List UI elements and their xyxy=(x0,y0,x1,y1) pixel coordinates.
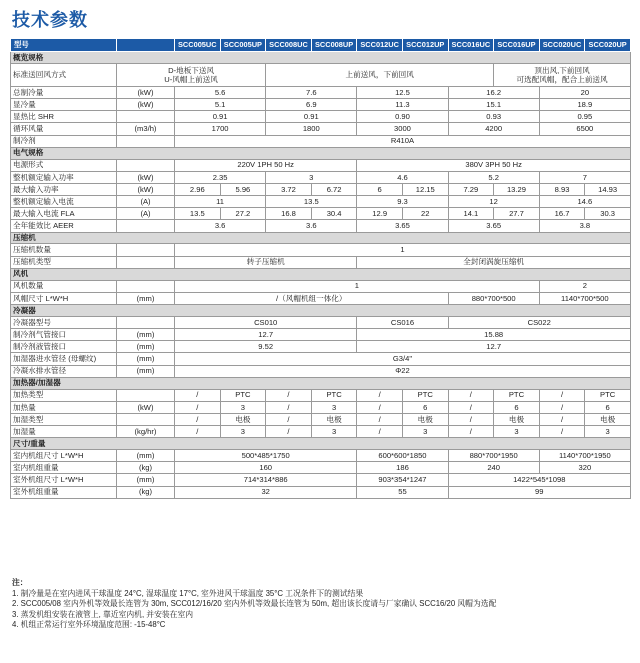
row-label: 压缩机数量 xyxy=(11,244,117,256)
section-condenser xyxy=(11,305,631,317)
cell: / xyxy=(266,389,312,401)
row-label: 加湿类型 xyxy=(11,413,117,425)
row-label: 室外机组重量 xyxy=(11,486,117,498)
section-compressor xyxy=(11,232,631,244)
row-unit xyxy=(117,413,175,425)
row-unit xyxy=(117,159,175,171)
section-heater-humidifier xyxy=(11,377,631,389)
row-label: 制冷剂液管接口 xyxy=(11,341,117,353)
cell: / xyxy=(539,426,585,438)
cell: 99 xyxy=(448,486,630,498)
row-label: 最大输入功率 xyxy=(11,183,117,195)
row-label: 显热比 SHR xyxy=(11,111,117,123)
cell: 15.88 xyxy=(357,328,631,340)
cell: G3/4" xyxy=(175,353,631,365)
row-unit: (mm) xyxy=(117,450,175,462)
model-header: SCC005UP xyxy=(220,39,266,52)
cell: 12.15 xyxy=(402,183,448,195)
cell: 2 xyxy=(539,280,630,292)
row-gas-pipe xyxy=(11,328,631,340)
row-unit xyxy=(117,256,175,268)
row-outdoor-weight xyxy=(11,486,631,498)
cell: / xyxy=(357,389,403,401)
row-label: 加湿器进水管径 (母螺纹) xyxy=(11,353,117,365)
note-item: 3. 蒸发机组安装在液管上, 靠近室内机, 并安装在室内 xyxy=(12,609,194,619)
cell: 电极 xyxy=(220,413,266,425)
cell: / xyxy=(175,401,221,413)
cell: 全封闭涡旋压缩机 xyxy=(357,256,631,268)
cell: 1422*545*1098 xyxy=(448,474,630,486)
cell: 0.90 xyxy=(357,111,448,123)
section-overview xyxy=(11,52,631,64)
cell: PTC xyxy=(402,389,448,401)
row-airflow-volume xyxy=(11,123,631,135)
cell: 3.6 xyxy=(266,220,357,232)
row-label: 冷凝器型号 xyxy=(11,316,117,328)
cell: 3000 xyxy=(357,123,448,135)
row-unit: (kW) xyxy=(117,98,175,110)
model-header: SCC016UP xyxy=(494,39,540,52)
row-label: 最大输入电流 FLA xyxy=(11,208,117,220)
row-unit: (kW) xyxy=(117,183,175,195)
section-title: 压缩机 xyxy=(11,232,631,244)
note-item: 2. SCC005/08 室内外机等效最长连管为 30m, SCC012/16/20 室内外机等效最长连管为 50m, 超出该长度请与厂家确认 SCC16/20 风帽为选配 xyxy=(12,599,497,609)
cell: /（风帽机组一体化） xyxy=(175,292,449,304)
row-label: 总制冷量 xyxy=(11,86,117,98)
row-label: 风机数量 xyxy=(11,280,117,292)
cell: 27.7 xyxy=(494,208,540,220)
cell: / xyxy=(539,413,585,425)
row-humidifier-inlet xyxy=(11,353,631,365)
cell: 32 xyxy=(175,486,357,498)
cell: PTC xyxy=(585,389,631,401)
cell: / xyxy=(539,389,585,401)
cell: 14.93 xyxy=(585,183,631,195)
cell: 12.9 xyxy=(357,208,403,220)
cell: 600*600*1850 xyxy=(357,450,448,462)
cell: 3 xyxy=(494,426,540,438)
cell: 3 xyxy=(220,426,266,438)
page-title: 技术参数 xyxy=(12,10,88,30)
cell: / xyxy=(448,413,494,425)
notes xyxy=(12,578,622,631)
cell: 186 xyxy=(357,462,448,474)
header-row xyxy=(11,39,631,52)
row-refrigerant xyxy=(11,135,631,147)
cell: PTC xyxy=(220,389,266,401)
cell: 1800 xyxy=(266,123,357,135)
cell: 1700 xyxy=(175,123,266,135)
cell: / xyxy=(357,413,403,425)
cell: 16.7 xyxy=(539,208,585,220)
cell: 30.3 xyxy=(585,208,631,220)
header-label: 型号 xyxy=(11,39,117,52)
row-drain xyxy=(11,365,631,377)
section-title: 概览规格 xyxy=(11,52,631,64)
row-unit: (mm) xyxy=(117,341,175,353)
row-hood-size xyxy=(11,292,631,304)
cell: 55 xyxy=(357,486,448,498)
row-airflow xyxy=(11,63,631,86)
cell: 3.8 xyxy=(539,220,630,232)
cell: 1140*700*1950 xyxy=(539,450,630,462)
cell: 714*314*886 xyxy=(175,474,357,486)
row-label: 室内机组尺寸 L*W*H xyxy=(11,450,117,462)
model-header: SCC020UP xyxy=(585,39,631,52)
cell: 1140*700*500 xyxy=(539,292,630,304)
row-compressor-qty xyxy=(11,244,631,256)
cell: 0.91 xyxy=(175,111,266,123)
cell-line: 可选配风帽，配合上前送风 xyxy=(516,74,608,84)
cell: Φ22 xyxy=(175,365,631,377)
cell: 160 xyxy=(175,462,357,474)
cell: 12.7 xyxy=(357,341,631,353)
row-condenser-model xyxy=(11,316,631,328)
cell: 13.5 xyxy=(266,196,357,208)
row-label: 加湿量 xyxy=(11,426,117,438)
section-dimensions xyxy=(11,438,631,450)
cell: 27.2 xyxy=(220,208,266,220)
cell: 3 xyxy=(402,426,448,438)
cell: / xyxy=(175,413,221,425)
cell: 12.5 xyxy=(357,86,448,98)
cell: 电极 xyxy=(585,413,631,425)
cell: 6500 xyxy=(539,123,630,135)
row-indoor-size xyxy=(11,450,631,462)
cell: 6.72 xyxy=(311,183,357,195)
cell: 240 xyxy=(448,462,539,474)
cell: 7 xyxy=(539,171,630,183)
spec-table xyxy=(10,38,631,499)
cell: / xyxy=(448,401,494,413)
row-unit xyxy=(117,389,175,401)
header-unit xyxy=(117,39,175,52)
cell: 6 xyxy=(494,401,540,413)
model-header: SCC008UP xyxy=(311,39,357,52)
cell: / xyxy=(448,389,494,401)
cell: 3 xyxy=(266,171,357,183)
cell: 转子压缩机 xyxy=(175,256,357,268)
cell: / xyxy=(357,426,403,438)
cell: 20 xyxy=(539,86,630,98)
section-title: 冷凝器 xyxy=(11,305,631,317)
cell: 2.35 xyxy=(175,171,266,183)
cell: / xyxy=(357,401,403,413)
row-label: 室内机组重量 xyxy=(11,462,117,474)
row-label: 电源形式 xyxy=(11,159,117,171)
cell: 880*700*1950 xyxy=(448,450,539,462)
cell: CS016 xyxy=(357,316,448,328)
note-item: 4. 机组正常运行室外环境温度范围: -15-48°C xyxy=(12,620,166,630)
model-header: SCC005UC xyxy=(175,39,221,52)
row-unit xyxy=(117,220,175,232)
row-unit: (mm) xyxy=(117,353,175,365)
model-header: SCC008UC xyxy=(266,39,312,52)
cell: 11 xyxy=(175,196,266,208)
model-header: SCC012UP xyxy=(402,39,448,52)
section-title: 加热器/加湿器 xyxy=(11,377,631,389)
cell: / xyxy=(539,401,585,413)
section-title: 尺寸/重量 xyxy=(11,438,631,450)
cell-line: D-地板下送风 xyxy=(168,65,215,75)
cell: 7.29 xyxy=(448,183,494,195)
cell xyxy=(494,63,631,86)
cell: 14.1 xyxy=(448,208,494,220)
row-outdoor-size xyxy=(11,474,631,486)
cell: 6.9 xyxy=(266,98,357,110)
row-unit: (m3/h) xyxy=(117,123,175,135)
row-power-supply xyxy=(11,159,631,171)
row-unit xyxy=(117,111,175,123)
cell: 16.2 xyxy=(448,86,539,98)
row-unit: (kg) xyxy=(117,486,175,498)
row-unit: (kW) xyxy=(117,86,175,98)
cell: PTC xyxy=(494,389,540,401)
row-max-power xyxy=(11,183,631,195)
row-unit: (mm) xyxy=(117,365,175,377)
row-sensible-cooling xyxy=(11,98,631,110)
cell: 380V 3PH 50 Hz xyxy=(357,159,631,171)
row-label: 加热量 xyxy=(11,401,117,413)
row-unit: (kg) xyxy=(117,462,175,474)
row-indoor-weight xyxy=(11,462,631,474)
cell: / xyxy=(448,426,494,438)
row-unit: (kg/hr) xyxy=(117,426,175,438)
cell: / xyxy=(175,389,221,401)
cell: 4.6 xyxy=(357,171,448,183)
row-humidifying-capacity xyxy=(11,426,631,438)
cell: 1 xyxy=(175,244,631,256)
cell: 3 xyxy=(585,426,631,438)
row-shr xyxy=(11,111,631,123)
cell: CS022 xyxy=(448,316,630,328)
row-heater-type xyxy=(11,389,631,401)
row-compressor-type xyxy=(11,256,631,268)
row-label: 压缩机类型 xyxy=(11,256,117,268)
section-electrical xyxy=(11,147,631,159)
cell: PTC xyxy=(311,389,357,401)
cell xyxy=(117,63,266,86)
cell: 3.72 xyxy=(266,183,312,195)
cell-line: 顶出风,下前回风 xyxy=(534,65,590,75)
cell: 14.6 xyxy=(539,196,630,208)
cell: 13.5 xyxy=(175,208,221,220)
cell: 0.95 xyxy=(539,111,630,123)
cell: 2.96 xyxy=(175,183,221,195)
row-unit xyxy=(117,280,175,292)
row-label: 室外机组尺寸 L*W*H xyxy=(11,474,117,486)
cell: 9.3 xyxy=(357,196,448,208)
cell: 7.6 xyxy=(266,86,357,98)
cell-line: U-风帽上前送风 xyxy=(164,74,218,84)
row-unit: (mm) xyxy=(117,328,175,340)
row-unit xyxy=(117,316,175,328)
cell: R410A xyxy=(175,135,631,147)
section-fan xyxy=(11,268,631,280)
cell: 6 xyxy=(402,401,448,413)
row-label: 整机额定输入电流 xyxy=(11,196,117,208)
row-label: 风帽尺寸 L*W*H xyxy=(11,292,117,304)
cell: 13.29 xyxy=(494,183,540,195)
row-fan-qty xyxy=(11,280,631,292)
cell: 903*354*1247 xyxy=(357,474,448,486)
row-total-cooling xyxy=(11,86,631,98)
cell: 5.2 xyxy=(448,171,539,183)
cell: 320 xyxy=(539,462,630,474)
row-rated-current xyxy=(11,196,631,208)
row-heating-capacity xyxy=(11,401,631,413)
row-label: 显冷量 xyxy=(11,98,117,110)
cell: 11.3 xyxy=(357,98,448,110)
cell: 5.1 xyxy=(175,98,266,110)
row-unit: (mm) xyxy=(117,292,175,304)
row-unit xyxy=(117,244,175,256)
cell: 12 xyxy=(448,196,539,208)
cell: 3.65 xyxy=(448,220,539,232)
row-label: 标准送回风方式 xyxy=(11,63,117,86)
cell: 8.93 xyxy=(539,183,585,195)
row-unit: (A) xyxy=(117,208,175,220)
model-header: SCC020UC xyxy=(539,39,585,52)
row-unit: (kW) xyxy=(117,401,175,413)
cell: 9.52 xyxy=(175,341,357,353)
cell: 3.6 xyxy=(175,220,266,232)
row-label: 循环风量 xyxy=(11,123,117,135)
row-label: 整机额定输入功率 xyxy=(11,171,117,183)
cell: 上前送风，下前回风 xyxy=(266,63,494,86)
cell: 5.96 xyxy=(220,183,266,195)
cell: 16.8 xyxy=(266,208,312,220)
row-label: 全年能效比 AEER xyxy=(11,220,117,232)
cell: 500*485*1750 xyxy=(175,450,357,462)
row-rated-power xyxy=(11,171,631,183)
cell: 4200 xyxy=(448,123,539,135)
cell: 12.7 xyxy=(175,328,357,340)
row-humidifier-type xyxy=(11,413,631,425)
cell: CS010 xyxy=(175,316,357,328)
cell: / xyxy=(175,426,221,438)
cell: 3 xyxy=(311,401,357,413)
row-fla xyxy=(11,208,631,220)
model-header: SCC012UC xyxy=(357,39,403,52)
cell: / xyxy=(266,401,312,413)
cell: 0.93 xyxy=(448,111,539,123)
cell: 1 xyxy=(175,280,540,292)
cell: 5.6 xyxy=(175,86,266,98)
cell: 6 xyxy=(357,183,403,195)
model-header: SCC016UC xyxy=(448,39,494,52)
cell: 220V 1PH 50 Hz xyxy=(175,159,357,171)
cell: 0.91 xyxy=(266,111,357,123)
note-item: 1. 制冷量是在室内进风干球温度 24°C, 湿球温度 17°C, 室外进风干球温度 35°C 工况条件下的测试结果 xyxy=(12,588,364,598)
cell: 3 xyxy=(220,401,266,413)
cell: 3 xyxy=(311,426,357,438)
cell: 880*700*500 xyxy=(448,292,539,304)
section-title: 电气规格 xyxy=(11,147,631,159)
cell: 30.4 xyxy=(311,208,357,220)
row-aeer xyxy=(11,220,631,232)
cell: 15.1 xyxy=(448,98,539,110)
cell: / xyxy=(266,426,312,438)
notes-heading: 注： xyxy=(12,578,28,587)
cell: 电极 xyxy=(311,413,357,425)
section-title: 风机 xyxy=(11,268,631,280)
cell: 电极 xyxy=(402,413,448,425)
row-unit xyxy=(117,135,175,147)
row-label: 制冷剂气管接口 xyxy=(11,328,117,340)
row-unit: (A) xyxy=(117,196,175,208)
cell: 3.65 xyxy=(357,220,448,232)
cell: / xyxy=(266,413,312,425)
cell: 18.9 xyxy=(539,98,630,110)
row-liquid-pipe xyxy=(11,341,631,353)
cell: 6 xyxy=(585,401,631,413)
cell: 22 xyxy=(402,208,448,220)
row-label: 冷凝水排水管径 xyxy=(11,365,117,377)
row-unit: (kW) xyxy=(117,171,175,183)
cell: 电极 xyxy=(494,413,540,425)
row-unit: (mm) xyxy=(117,474,175,486)
row-label: 制冷剂 xyxy=(11,135,117,147)
row-label: 加热类型 xyxy=(11,389,117,401)
